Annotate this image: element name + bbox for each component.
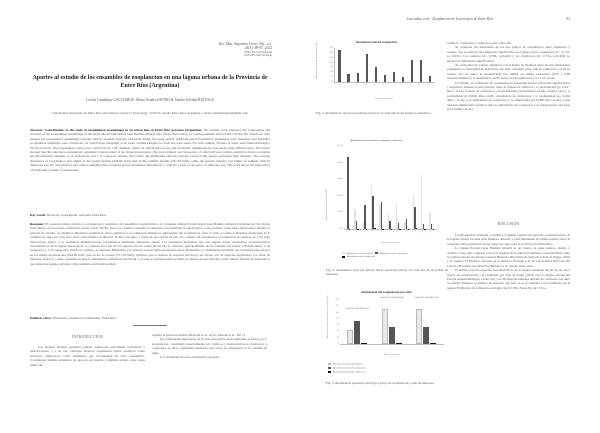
x-category-label: F1 — [346, 230, 350, 233]
resumen-text: El presente trabajo aborda la composición y estructura del ensamble zooplanctónico de la laguna urbana Escuela Rural Juan Bautista Alberdi (localidad de Oro Verde, Entre Ríos), en un período primavera-verano (2017-2018). Tuvo por objetivos estudiar la estructura del ensamble zooplanctónico y sus posibles variaciones estacionales durante el período de estudio. Se midieron diferentes parámetros físico-químicos y se realizaron muestreos quincenales del zooplancton, para lo cual se tomaron muestras integradas de la columna de agua por cada sitio. Para cada muestra se filtraron 30 litros de agua, a través de una red de 54 µm. Los conteos del zooplancton se realizaron en cámaras de 1 ml, bajo microscopio óptico y se realizaron identificaciones taxonómicas utilizando diferentes claves. Los resultados mostraron que esta laguna posee organismos zooplanctónicos característicos de la región Neotropical. La riqueza total fue de 54 especies de los cuales 49 fueron de rotíferos, principalmente de las familias Lecanidae y Brachionidae, 4 de cladóceros y 1 de copépodos. Entre los rotíferos, la subclase Bdelloidea y la especie Lecane bulla presentaron altas densidades. La abundancia promedio de zooplancton fue mayor en los meses de primavera (944,89 ind/l) que en los de verano (731,78 ind/l), mientras que la riqueza de especies fue mayor en verano con 42 especies registradas. Los sitios de muestreo litoral 2 y centro presentaron mayor abundancia a diferencia del litoral 1, el cual se encuentra más próximo al espacio de uso antrópico. Este trabajo muestra la importancia que tienen las lagunas urbanas como sumideros de biodiversidad. — [30, 222, 271, 266]
chart-bar — [389, 327, 395, 344]
intro-column-1: Las lagunas urbanas permiten realizar numerosas actividades recreativas y educacionales, y a su vez, albergan diversos organismos tantos acuáticos como terrestres, migratorios como residentes, que incrementan su valor paisajístico. Constituyen además sumideros de agua de escorrentía y también actúan como zonas buffer mi- — [30, 345, 145, 367]
figure-4-legend — [342, 252, 442, 260]
legend-swatch — [342, 256, 345, 258]
chart-bar — [347, 157, 348, 229]
chart-bar — [429, 76, 431, 82]
chart-annotation: Total 165,13 ind/l (SN=113,6) — [379, 297, 405, 299]
x-category-label: F10 — [418, 83, 422, 87]
results-text — [447, 41, 570, 112]
legend-item: Abundancia total Cladóceros — [342, 256, 375, 258]
legend-item: Abundancia total Copépodos — [375, 253, 408, 255]
keywords-text: Diversity, zooplankton, wetlands, Entre Ríos — [47, 213, 107, 217]
y-tick-label: 100,00 — [336, 194, 343, 197]
paragraph: Al comparar las densidades de los tres grupos de zooplancton entre primavera y verano, solo se observó una diferencia significativa en el grupo de los copépodos (Z= -2,152, p= 0,031). Los rotíferos (Z= 0,796, p=0,426) y los cladóceros (Z= 0,734, p=0,463) no mostraron diferencias significativas. — [447, 45, 570, 63]
affiliation: Universidad Autónoma de Entre Ríos, Facultad de Ciencia y Tecnología, 3100 Oro Verde, Entre Ríos, Argentina; e-mail: yamilabattauz@gmail.com — [52, 111, 248, 115]
keywords — [30, 213, 270, 217]
y-axis-label: Abundancia del zooplancton (ind/l) — [326, 189, 328, 220]
x-category-label: F8 — [400, 83, 404, 86]
y-tick-label: 250,00 — [336, 145, 343, 147]
issn-online: ISSN 1853-0400 (en línea) — [244, 54, 272, 58]
intro-paragraph: Un componente importante de la biota que habita estos ambientes acuáticos es el zooplancton, constituido esencialmente por rotíferos y microcrustáceos cladóceros y copépodos, es decir organismos metazoos que viven en suspensión en la columna de agua. — [152, 337, 267, 355]
paragraph: La laguna Escuela Juan Bautista Alberdi es un cuerpo de agua somero, léntico y alcalino, rasgo que comparte con otras lagunas de la región de similares características como la Laguna urbana del Parque General Belgrano (Provincia de Santa Fe) (José de Paggi, 1976) y la Laguna El Mirador, ubicada en la Reserva Ecológica de la Universidad Nacional del Litoral, (Provincia de Santa Fe) (Battauz et al., 2014), entre otras. — [447, 246, 570, 268]
plot-area — [334, 48, 435, 83]
plot-area — [344, 146, 436, 230]
x-category-label: F9 — [409, 83, 413, 86]
chart-bar — [375, 67, 377, 82]
legend-swatch — [328, 367, 331, 369]
chart-bar — [416, 309, 422, 344]
figure-4-caption: Fig. 4. Abundancia total por grupos del zooplancton (ind/l), en cada una de las fechas de muestreo. — [326, 268, 448, 277]
chart-bar — [411, 60, 413, 82]
paragraph: Por último, el coeficiente de correlación de Spearman mostró relaciones significativas y negativas, aunque no muy fuertes, entre la riqueza de rotíferos y la profundidad (p= 0,01 / Rho= -0,19), riqueza de cladóceros y la profundidad (p=0,04/Rho=-0,24), riqueza total y la profundidad (p=0,004/ Rho=-0,48), abundancia de cladóceros y la profundidad (p= 0,004 /Rho= -0,34), y la abundancia de copépodos y la temperatura (p=0,008/ Rho=-0,44), y una relación significativa positiva entre la abundancia de copépodos y la transparencia del agua (p=0,01/Rho=0,41). — [447, 80, 570, 112]
chart-bar — [382, 309, 388, 344]
journal-citation — [219, 42, 272, 58]
intro-paragraph: Los ensambles de estos organismos represen- — [160, 355, 220, 360]
chart-bar — [406, 219, 407, 229]
x-category-label: F11 — [429, 230, 434, 234]
y-tick-label: 0,00 — [339, 228, 343, 230]
abstract — [30, 128, 270, 172]
chart-bar — [366, 54, 368, 82]
y-tick-label: 150,00 — [336, 178, 343, 181]
y-tick-label: 250 — [329, 56, 333, 59]
journal-volume: 24(1): 89-97, 2022 — [244, 46, 272, 51]
x-category-label: F5 — [380, 230, 384, 233]
chart-bar — [364, 205, 365, 229]
chart-bar — [396, 343, 402, 344]
x-category-label: F10 — [421, 230, 425, 234]
page-number: 93 — [566, 17, 570, 21]
intro-heading: INTRODUCCIÓN — [72, 335, 103, 339]
right-page — [300, 0, 600, 433]
y-tick-label: 80 — [336, 317, 339, 320]
chart-bar — [423, 327, 429, 344]
keywords-label: Key words: — [30, 213, 47, 217]
legend-item: Abundancia promedio rotíferos — [328, 363, 438, 367]
y-tick-label: 60 — [336, 324, 339, 327]
y-tick-label: 150 — [329, 66, 333, 69]
x-category-label: F6 — [382, 83, 386, 86]
journal-name: Rev. Mus. Argentino Cienc. Nat., n.s. — [218, 42, 272, 46]
chart-title: Abundancia del zooplancton por sitio — [360, 290, 412, 294]
y-tick-label: 200 — [329, 61, 333, 64]
figure-3-chart — [314, 40, 439, 106]
y-tick-label: 200,00 — [336, 161, 343, 164]
paragraph: El número total de especies zooplanctónicas de la laguna estudiada fue de 54, un valor mayor en comparación a la registrada por José de Paggi (1976) para la laguna urbana del Parque General Belgrano (Santa Fe), con 36 especies halladas durante los 14 meses que duró su estudio. Empero, el número de especies, fue bajo, si se la compara con el exhibido por la laguna El Mirador de la Reserva ecológica de la UNL (Santa Fe) de 13 bro- — [447, 268, 570, 290]
x-category-label: F4 — [371, 230, 375, 233]
y-tick-label: 0 — [331, 81, 333, 83]
x-category-label: L1 — [356, 345, 359, 348]
y-axis-label: Abundancia total del zooplancton (ind/l) — [316, 42, 318, 78]
y-tick-label: 20 — [336, 336, 339, 339]
chart-bar — [414, 207, 415, 229]
y-tick-label: 50 — [330, 76, 333, 79]
intro-column-2 — [152, 333, 267, 359]
chart-bar — [384, 75, 386, 82]
x-category-label: F5 — [373, 83, 377, 86]
chart-bar — [416, 228, 417, 229]
abstract-label: Abstract: Contributions to the study of zooplankton assemblages in an urban lake of Entre Ríos province (Argentina). — [30, 128, 203, 132]
y-tick-label: 0 — [337, 343, 339, 345]
palabras-text: Diversidad, zooplancton, humedales, Entre Ríos — [52, 316, 116, 320]
y-tick-label: 350 — [329, 47, 333, 49]
x-category-label: F11 — [427, 83, 431, 87]
x-category-label: F1 — [337, 83, 340, 86]
authors: Cecilia Guadalupe CACCIABUE, María Natalia SAVINO & Yamila Soledad BATTAUZ — [85, 98, 215, 102]
legend-swatch — [328, 363, 331, 365]
legend-swatch — [375, 252, 378, 254]
y-tick-label: 100 — [335, 311, 339, 314]
paragraph: rotíferos, copépodos y cladóceros para cada sitio. — [447, 41, 512, 45]
palabras-label: Palabras clave: — [30, 316, 52, 320]
x-category-label: F8 — [405, 230, 409, 233]
legend-swatch — [328, 371, 331, 373]
resumen-label: Resumen: — [30, 222, 45, 226]
discussion-text — [447, 233, 570, 290]
chart-title: Abundancia total de rotíferos, copépodos, cladóceros — [350, 140, 403, 142]
y-tick-label: 40 — [336, 330, 339, 333]
resumen — [30, 222, 270, 266]
chart-bar — [354, 321, 360, 344]
x-category-label: F6 — [388, 230, 392, 233]
x-category-label: C — [391, 345, 393, 348]
legend-item: Abundancia total Rotíferos — [342, 253, 373, 255]
x-category-label: F2 — [346, 83, 350, 86]
x-category-label: F7 — [396, 230, 400, 233]
issn-print: ISSN 1514-5158 (impresa) — [244, 50, 272, 54]
chart-bar — [421, 175, 422, 229]
x-category-label: F4 — [364, 83, 368, 86]
chart-bar — [393, 72, 395, 82]
chart-bar — [420, 60, 422, 82]
figure-4-chart — [314, 140, 439, 250]
chart-bar — [347, 330, 353, 344]
palabras-clave — [30, 316, 270, 320]
paragraph: Al confrontar los valores obtenidos con el índice de Shannon entre las dos temporadas estudiadas, la diversidad de individuos fue baja, variando entre 1,90 en primavera y 2,39 en verano. Por su parte, la equitatividad fue similar en ambas estaciones (0,50 y 0,60 respectivamente) y la dominancia osciló entre 0,23 en primavera y 0,15 en verano. — [447, 63, 570, 81]
legend-item: Abundancia promedio cladóceros — [328, 371, 438, 375]
plot-area — [340, 300, 444, 345]
section-divider — [133, 325, 167, 326]
x-axis-label: Fechas de muestreo — [374, 98, 394, 100]
figure-5-legend — [328, 363, 438, 374]
figure-3-caption: Fig. 3. Abundancia total del zooplancton (ind/l), en cada una de las fechas de muestreo. — [316, 111, 432, 115]
x-axis-label: Sitios de muestreo — [383, 354, 401, 356]
x-category-label: L2 — [425, 345, 428, 348]
abstract-text: The present work addresses the composition and structure of the zooplankton assemblage of the urban lake Escuela Rural Juan Bautista Alberdi (Oro Verde, Entre Ríos), in a spring-summer period (2017-2018). The objectives were analyze the zooplankton assemblage structure and its possible seasonal variations during the study period. Different physical-chemical parameters were measured and biweekly zooplankton samplings were carried out, for which three integrated of de water column samples, for each site were taken. For each sample, 30 liters of water were filtered through a 54 µm network. The zooplankton counts were carried out in 1 ml chambers, under an optical microscope and taxonomic identifications were made using different keys. The results showed that this lake has zooplanktonic organism's characteristic of the Neotropical region. The total richness was 54 species, of which 48 were rotifers, mainly from the Lecanidae and Brachionidae families, 4 of cladocerans and 1 of copepods. Among the rotifers, the Bdelloidea subclass and the Lecane bulla species presented high densities. The average abundance of zooplankton was higher in the spring months (944,89 ind/l) than in the summer months (731,78 ind/l), while the species richness was higher in summer with 42 registered species. The littoral 2 and central sampling sites presented greater abundance than littoral 1, which is closer to the space of anthropic use. This work shows the importance of urban lake as sinks of biodiversity. — [30, 128, 271, 172]
chart-bar — [338, 50, 340, 82]
y-tick-label: 100 — [329, 71, 333, 74]
paragraph: La información obtenida, constituye el primer registro de especies zooplanctónicas de la laguna urbana Escuela Juan Bautista Alberdi, y particularmente el primer estudio sobre la estructura del zooplancton de un cuerpo de agua para la provincia de Entre Ríos. — [447, 233, 570, 246]
figure-5-caption: Fig. 5. Abundancia promedio (ind/l) por grupo de zooplancton y sitio de muestreo. — [326, 381, 435, 385]
running-header: Cacciabue et al.: Zooplancton de la provincia de Entre Ríos — [406, 17, 494, 21]
chart-annotation: Total 119,8 ind/l (SN=51,16) — [345, 308, 369, 310]
x-axis-label: Fechas de muestreo — [380, 242, 400, 244]
discussion-heading: DISCUSIÓN — [497, 222, 520, 226]
chart-bar — [361, 343, 367, 344]
chart-bar — [347, 74, 349, 82]
x-category-label: F9 — [413, 230, 417, 233]
x-category-label: F2 — [355, 230, 358, 233]
article-title: Aportes al estudio de los ensambles de zooplancton en una laguna urbana de la Provincia de Entre Ríos (Argentina) — [32, 75, 268, 89]
y-tick-label: 300 — [329, 51, 333, 54]
y-tick-label: 50,00 — [337, 211, 343, 214]
intro-paragraph: tigando la polución urbana (Mancini et al., 2012; Taberda et al., 2017). — [152, 333, 246, 337]
chart-bar — [381, 202, 382, 229]
chart-annotation: Total 176,9 ind/l (SN=71,15) — [414, 297, 439, 299]
legend-item: Abundancia promedio copépodos — [328, 367, 438, 371]
x-category-label: F3 — [355, 83, 359, 86]
chart-bar — [374, 228, 375, 229]
chart-bar — [357, 73, 359, 82]
x-category-label: F3 — [363, 230, 367, 233]
y-axis-label: Abundancia promedio del zooplancton por sitio (ind/l) — [327, 295, 329, 338]
y-tick-label: 140 — [335, 299, 339, 301]
chart-bar — [430, 343, 436, 344]
y-tick-label: 120 — [335, 305, 339, 308]
legend-swatch — [342, 252, 345, 254]
chart-bar — [402, 77, 404, 82]
chart-title: Abundancia total del zooplancton — [355, 41, 398, 44]
figure-5-chart — [326, 290, 446, 360]
chart-bar — [372, 196, 373, 229]
x-category-label: F7 — [391, 83, 395, 86]
